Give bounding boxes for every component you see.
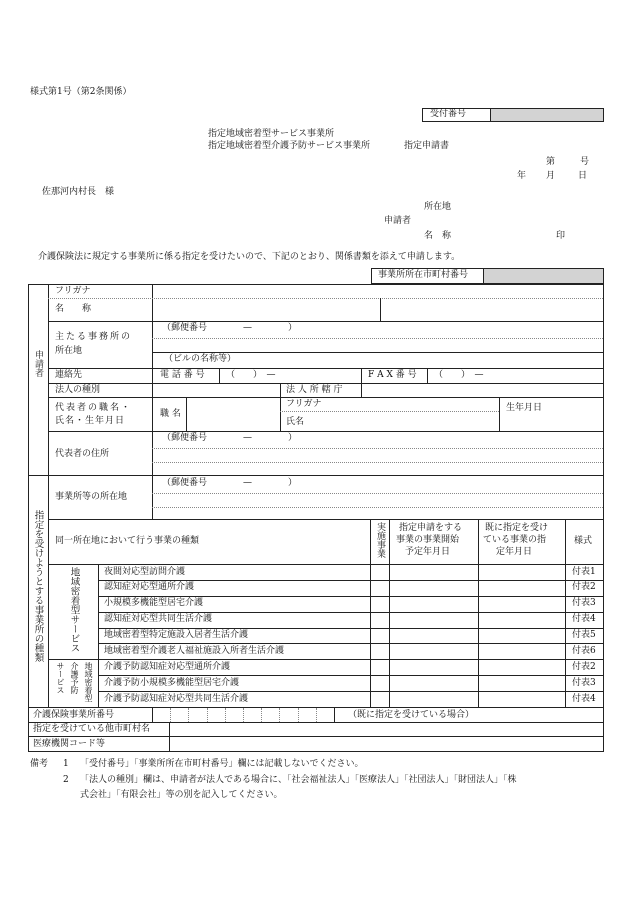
doc-number-go: 号	[580, 157, 590, 167]
insurance-number-digit[interactable]	[153, 708, 169, 722]
service-form: 付表2	[572, 582, 596, 593]
service-name: 地域密着型特定施設入居者生活介護	[104, 630, 249, 641]
note1-number: 1	[63, 759, 69, 769]
service-name: 夜間対応型訪問介護	[104, 566, 186, 577]
implement-checkbox[interactable]	[371, 676, 389, 691]
rep-name-label: 氏名	[286, 417, 305, 427]
implement-checkbox[interactable]	[371, 692, 389, 707]
receipt-label: 受付番号	[430, 109, 467, 119]
main-office-label-1: 主たる事務所の	[55, 332, 133, 342]
date-month: 月	[546, 171, 556, 181]
service-name: 地域密着型介護老人福祉施設入所者生活介護	[104, 645, 285, 656]
jurisdiction-label: 法 人 所 轄 庁	[286, 385, 343, 395]
building-label: （ビルの名称等）	[164, 354, 237, 364]
contact-label: 連絡先	[55, 370, 83, 380]
seal-mark: 印	[556, 231, 566, 241]
facility-address-postal: （郵便番号 — ）	[162, 478, 298, 488]
service-form: 付表6	[572, 645, 596, 656]
group-yobou-col2: 介護予防	[70, 662, 79, 694]
insurance-number-digit[interactable]	[208, 708, 224, 722]
implement-checkbox[interactable]	[371, 644, 389, 659]
insurance-number-digit[interactable]	[299, 708, 315, 722]
service-form: 付表1	[572, 566, 596, 577]
implement-checkbox[interactable]	[371, 581, 389, 596]
form-number: 様式第1号（第2条関係）	[30, 87, 132, 97]
insurance-number-digit[interactable]	[244, 708, 260, 722]
col-planned-1: 指定申請をする	[399, 523, 463, 533]
fax-label: F A X 番 号	[368, 370, 417, 380]
date-day: 日	[578, 171, 588, 181]
rep-label-1: 代表者の職名・	[55, 403, 133, 413]
service-form: 付表4	[572, 614, 596, 625]
main-office-label-2: 所在地	[55, 346, 83, 356]
job-title-label: 職 名	[160, 409, 181, 419]
service-form: 付表4	[572, 693, 596, 704]
note2-text-line2: 式会社」「有限会社」等の別を記入してください。	[80, 790, 283, 800]
rep-label-2: 氏名・生年月日	[55, 416, 126, 426]
medical-code-label: 医療機関コード等	[33, 739, 106, 749]
note2-number: 2	[63, 775, 69, 785]
section-facility-label: 指定を受けようとする事業所の種類	[32, 510, 44, 662]
service-name: 介護予防小規模多機能型居宅介護	[104, 677, 240, 688]
receipt-value-field[interactable]	[491, 109, 603, 121]
furigana-label: フリガナ	[55, 286, 91, 296]
service-form: 付表2	[572, 661, 596, 672]
service-form: 付表3	[572, 598, 596, 609]
service-name: 認知症対応型共同生活介護	[104, 614, 213, 625]
col-planned-2: 事業の事業開始	[396, 535, 460, 545]
group-chiiki-label: 地域密着型サービス	[68, 567, 80, 653]
municipality-number-field[interactable]	[484, 269, 603, 283]
insurance-number-digit[interactable]	[280, 708, 296, 722]
title-line2: 指定地域密着型介護予防サービス事業所	[208, 141, 371, 151]
rep-furigana-label: フリガナ	[286, 399, 322, 409]
same-location-label: 同一所在地において行う事業の種類	[55, 536, 200, 546]
note2-text-line1: 「法人の種別」欄は、申請者が法人である場合に、「社会福祉法人」「医療法人」「社団法人」「財団法人」「株	[80, 775, 517, 785]
section-applicant-label: 申請者	[33, 350, 43, 377]
date-year: 年	[517, 171, 527, 181]
insurance-number-digit[interactable]	[226, 708, 242, 722]
main-office-postal: （郵便番号 — ）	[162, 323, 298, 333]
service-name: 小規模多機能型居宅介護	[104, 598, 204, 609]
applicant-label: 申請者	[384, 216, 412, 226]
municipality-number-label: 事業所所在市町村番号	[378, 270, 469, 280]
addressee: 佐那河内村長 様	[42, 187, 115, 197]
name-label: 名 称	[55, 304, 92, 314]
title-line1: 指定地域密着型サービス事業所	[208, 129, 335, 139]
insurance-number-label: 介護保険事業所番号	[33, 710, 115, 720]
applicant-name-label: 名 称	[424, 231, 452, 241]
col-form-header: 様式	[574, 536, 593, 546]
notes-label: 備考	[30, 759, 49, 769]
insurance-number-digit[interactable]	[189, 708, 205, 722]
existing-note: （既に指定を受けている場合）	[348, 710, 475, 720]
rep-address-label: 代表者の住所	[55, 449, 110, 459]
service-name: 介護予防認知症対応型通所介護	[104, 661, 231, 672]
implement-checkbox[interactable]	[371, 613, 389, 628]
service-form: 付表3	[572, 677, 596, 688]
tel-label: 電 話 番 号	[160, 370, 205, 380]
rep-address-postal: （郵便番号 — ）	[162, 433, 298, 443]
corp-type-label: 法人の種別	[55, 385, 101, 395]
facility-address-label: 事業所等の所在地	[55, 492, 128, 502]
insurance-number-digit[interactable]	[171, 708, 187, 722]
statement: 介護保険法に規定する事業所に係る指定を受けたいので、下記のとおり、関係書類を添えて申請します。	[38, 252, 461, 262]
fax-value: （ ） —	[434, 370, 484, 380]
col-existing-3: 定年月日	[496, 547, 533, 557]
col-planned-3: 予定年月日	[405, 547, 451, 557]
doc-number-dai: 第	[546, 157, 556, 167]
insurance-number-digit[interactable]	[262, 708, 278, 722]
service-name: 介護予防認知症対応型共同生活介護	[104, 693, 249, 704]
implement-checkbox[interactable]	[371, 629, 389, 644]
implement-checkbox[interactable]	[371, 597, 389, 612]
implement-checkbox[interactable]	[371, 660, 389, 675]
note1-text: 「受付番号」「事業所所在市町村番号」欄には記載しないでください。	[80, 759, 364, 769]
birth-date-label: 生年月日	[506, 403, 543, 413]
service-name: 認知症対応型通所介護	[104, 582, 195, 593]
col-implement-header: 実施事業	[375, 522, 385, 558]
tel-value: （ ） —	[226, 370, 276, 380]
group-yobou-col3: サービス	[56, 662, 65, 694]
col-existing-2: ている事業の指	[483, 535, 547, 545]
other-municipality-label: 指定を受けている他市町村名	[33, 724, 151, 734]
applicant-address-label: 所在地	[424, 202, 452, 212]
title-suffix: 指定申請書	[404, 141, 450, 151]
insurance-number-digit[interactable]	[317, 708, 333, 722]
group-yobou-col1: 地域密着型	[84, 662, 93, 702]
col-existing-1: 既に指定を受け	[485, 523, 549, 533]
service-form: 付表5	[572, 630, 596, 641]
implement-checkbox[interactable]	[371, 565, 389, 580]
